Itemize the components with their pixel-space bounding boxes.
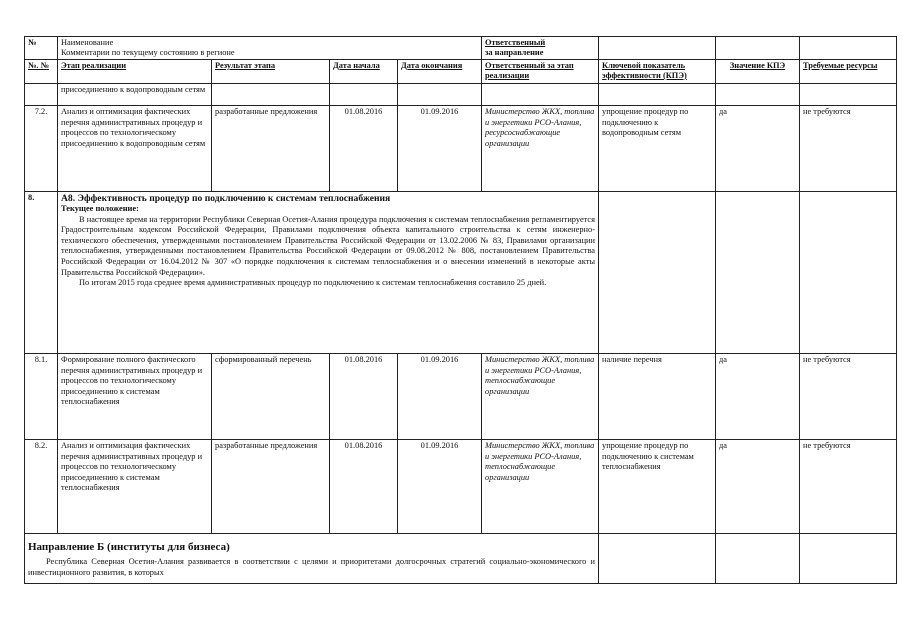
cell-result: разработанные предложения <box>212 106 330 192</box>
cell-resources: не требуются <box>800 440 897 534</box>
header-name-cell <box>58 37 482 60</box>
cell-responsible: Министерство ЖКХ, топлива и энергетики РСО-Алания, теплоснабжающие организации <box>482 440 599 534</box>
header-num: № <box>25 37 58 60</box>
header-row-1 <box>25 37 897 60</box>
header-responsible: Ответственный <box>485 38 546 47</box>
cell-stage: Анализ и оптимизация фактических перечня административных процедур и процессов по технологическому присоединению к системам теплоснабжения <box>58 440 212 534</box>
col-responsible: Ответственный за этап реализации <box>482 60 599 84</box>
col-kpi-value: Значение КПЭ <box>716 60 800 84</box>
cell-start: 01.08.2016 <box>330 106 398 192</box>
header-empty-1 <box>599 37 716 60</box>
header-empty-2 <box>716 37 800 60</box>
direction-description <box>25 534 599 584</box>
cell-responsible: Министерство ЖКХ, топлива и энергетики РСО-Алания, ресурсоснабжающие организации <box>482 106 599 192</box>
cell-kpi: упрощение процедур по подключению к водопроводным сетям <box>599 106 716 192</box>
direction-paragraph: Республика Северная Осетия-Алания развивается в соответствии с целями и приоритетами долгосрочных стратегий социально-экономического и инвестиционного развития, в которых <box>28 557 596 577</box>
roadmap-table <box>24 36 897 584</box>
cell-stage: Анализ и оптимизация фактических перечня административных процедур и процессов по технологическому присоединению к водопроводным сетям <box>58 106 212 192</box>
header-responsible-cell <box>482 37 599 60</box>
cell-num: 7.2. <box>25 106 58 192</box>
cell-result: сформированный перечень <box>212 354 330 440</box>
section-paragraph-1: В настоящее время на территории Республики Северная Осетия-Алания процедура подключения к системам теплоснабжения регламентируется Градостроительным кодексом Российской Федерации, Правилами подключения объекта капитального строительства к сетям инженерно-технического обеспечения, утвержденными постановлением Правительства Российской Федерации от 13.02.2006 № 83, Правилами организации теплоснабжения, утвержденными постановлением Правительства Российской Федерации от 09.08.2012 № 808, постановлением Правительства Российской Федерации от 16.04.2012 № 307 «О порядке подключения к системам теплоснабжения и о внесении изменений в некоторые акты Правительства Российской Федерации». <box>61 214 596 277</box>
cell-resources: не требуются <box>800 106 897 192</box>
cell-kpi: упрощение процедур по подключению к системам теплоснабжения <box>599 440 716 534</box>
cell-responsible: Министерство ЖКХ, топлива и энергетики РСО-Алания, теплоснабжающие организации <box>482 354 599 440</box>
col-resources: Требуемые ресурсы <box>800 60 897 84</box>
header-empty-3 <box>800 37 897 60</box>
section-current-label: Текущее положение: <box>61 204 139 213</box>
cell-num: 8. <box>25 192 58 354</box>
direction-row <box>25 534 897 584</box>
header-name: Наименование <box>61 38 114 47</box>
table-row-continuation <box>25 84 897 106</box>
cell-end: 01.09.2016 <box>398 354 482 440</box>
table-row <box>25 354 897 440</box>
cell-kpi-value: да <box>716 106 800 192</box>
cell-result: разработанные предложения <box>212 440 330 534</box>
section-paragraph-2: По итогам 2015 года среднее время административных процедур по подключению к системам теплоснабжения составило 25 дней. <box>79 278 547 288</box>
cell-kpi-value: да <box>716 354 800 440</box>
col-num: №. № <box>25 60 58 84</box>
cell-num: 8.1. <box>25 354 58 440</box>
header-comment: Комментарии по текущему состоянию в регионе <box>61 48 235 57</box>
section-row <box>25 192 897 354</box>
cell-end: 01.09.2016 <box>398 440 482 534</box>
col-kpi: Ключевой показатель эффективности (КПЭ) <box>599 60 716 84</box>
cell-start: 01.08.2016 <box>330 354 398 440</box>
cell-end: 01.09.2016 <box>398 106 482 192</box>
cell-stage: присоединению к водопроводным сетям <box>58 84 212 106</box>
document-page <box>24 36 896 584</box>
section-description <box>58 192 599 354</box>
cell-kpi: наличие перечня <box>599 354 716 440</box>
cell-kpi-value: да <box>716 440 800 534</box>
cell-num: 8.2. <box>25 440 58 534</box>
table-row <box>25 106 897 192</box>
direction-title: Направление Б (институты для бизнеса) <box>28 541 230 553</box>
header-responsible-2: за направление <box>485 48 544 57</box>
cell-stage: Формирование полного фактического перечня административных процедур и процессов по технологическому присоединению к системам теплоснабжения <box>58 354 212 440</box>
header-row-2 <box>25 60 897 84</box>
col-stage: Этап реализации <box>58 60 212 84</box>
cell-start: 01.08.2016 <box>330 440 398 534</box>
col-end: Дата окончания <box>398 60 482 84</box>
col-result: Результат этапа <box>212 60 330 84</box>
table-row <box>25 440 897 534</box>
section-title: А8. Эффективность процедур по подключению к системам теплоснабжения <box>61 193 391 204</box>
cell-resources: не требуются <box>800 354 897 440</box>
col-start: Дата начала <box>330 60 398 84</box>
